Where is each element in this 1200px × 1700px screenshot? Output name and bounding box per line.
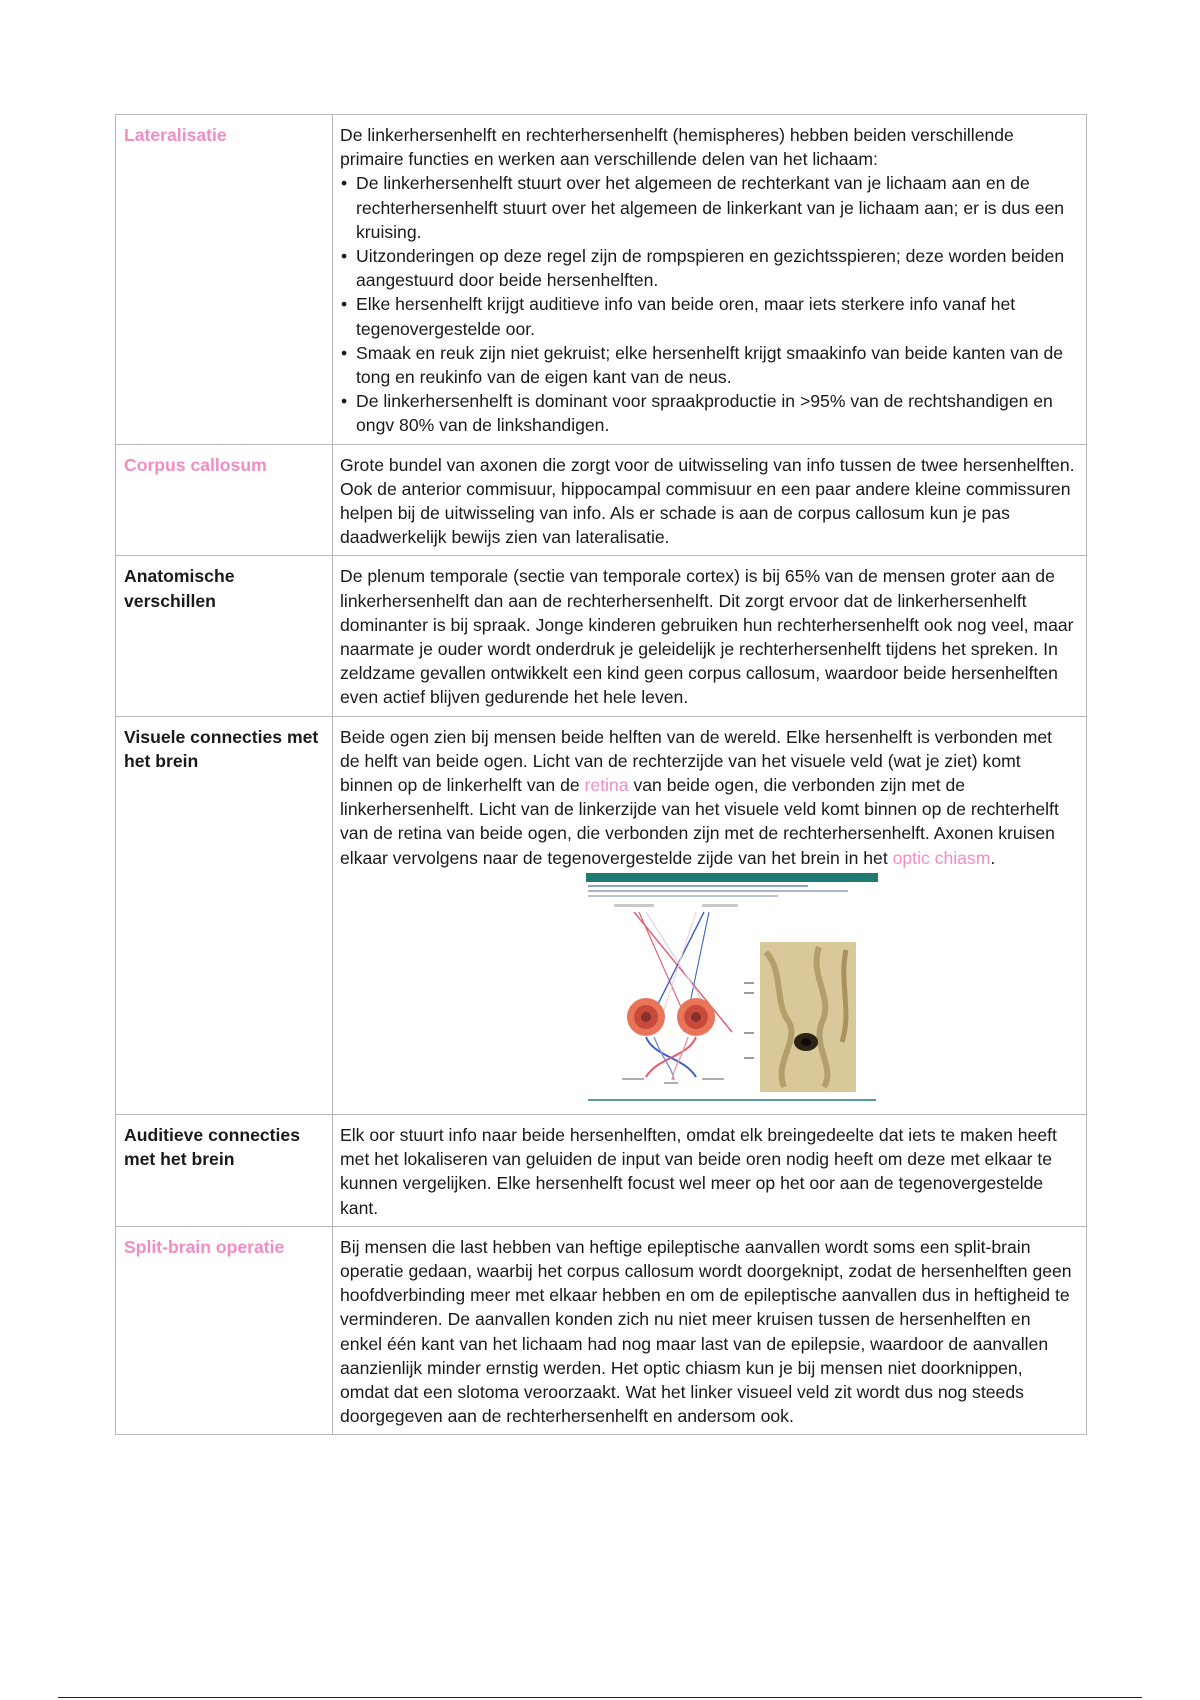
desc-lateralisatie-intro: De linkerhersenhelft en rechterhersenhelft (hemispheres) hebben beiden verschillende primaire functies en werken aan verschillende delen van het lichaam:: [340, 125, 1014, 170]
bullet-item: • De linkerhersenhelft stuurt over het algemeen de rechterkant van je lichaam aan en de rechterhersenhelft stuurt over het algemeen de linkerkant van je lichaam aan; er is dus een kruising.: [340, 171, 1076, 244]
bullet-item: • Smaak en reuk zijn niet gekruist; elke hersenhelft krijgt smaakinfo van beide kanten van de tong en reukinfo van de eigen kant van de neus.: [340, 341, 1076, 389]
eye-icon: [627, 998, 665, 1036]
bullet-list: [340, 171, 1076, 437]
brain-slice-photo: [760, 942, 856, 1092]
figure-wrap: [340, 872, 1076, 1104]
bullet-item: • Uitzonderingen op deze regel zijn de rompspieren en gezichtsspieren; deze worden beiden aangestuurd door beide hersenhelften.: [340, 244, 1076, 292]
desc-anatomische-verschillen: De plenum temporale (sectie van temporale cortex) is bij 65% van de mensen groter aan de linkerhersenhelft dan aan de rechterhersenhelft. Dit zorgt ervoor dat de linkerhersenhelft dominanter is bij spraak. Jonge kinderen gebruiken hun rechterhersenhelft ook nog veel, maar naarmate je ouder wordt onderdruk je geleidelijk je rechterhersenhelft tijdens het spreken. In zeldzame gevallen ontwikkelt een kind geen corpus callosum, waardoor beide hersenhelften even actief blijven gedurende het hele leven.: [333, 556, 1087, 716]
highlight-retina: retina: [584, 775, 629, 796]
desc-auditieve-connecties: Elk oor stuurt info naar beide hersenhelften, omdat elk breingedeelte dat iets te maken heeft met het lokaliseren van geluiden de input van beide oren nodig heeft om deze met elkaar te kunnen vergelijken. Elke hersenhelft focust wel meer op het oor aan de tegenovergestelde kant.: [333, 1114, 1087, 1226]
term-auditieve-connecties: Auditieve connecties met het brein: [116, 1114, 333, 1226]
table-row-visuele-connecties: [116, 716, 1087, 1114]
table-row-corpus-callosum: [116, 444, 1087, 556]
highlight-optic-chiasm: optic chiasm: [892, 847, 991, 868]
notes-table: [115, 114, 1087, 1435]
bullet-item: • Elke hersenhelft krijgt auditieve info van beide oren, maar iets sterkere info vanaf het tegenovergestelde oor.: [340, 292, 1076, 340]
desc-visuele-part-c: .: [990, 847, 996, 868]
table-row-split-brain: [116, 1226, 1087, 1435]
eye-icon: [677, 998, 715, 1036]
desc-visuele-connecties: [333, 716, 1087, 1114]
bullet-item: • De linkerhersenhelft is dominant voor spraakproductie in >95% van de rechtshandigen en ongv 80% van de linkshandigen.: [340, 389, 1076, 437]
table-row-auditieve-connecties: [116, 1114, 1087, 1226]
desc-lateralisatie: [333, 115, 1087, 445]
desc-split-brain: Bij mensen die last hebben van heftige epileptische aanvallen wordt soms een split-brain operatie gedaan, waarbij het corpus callosum wordt doorgeknipt, zodat de hersenhelften geen hoofdverbinding meer met elkaar hebben en om de epileptische aanvallen dus in heftigheid te verminderen. De aanvallen konden zich nu niet meer kruisen tussen de hersenhelften en enkel één kant van het lichaam had nog maar last van de epilepsie, waardoor de aanvallen aanzienlijk minder ernstig werden. Het optic chiasm kun je bij mensen niet doorknippen, omdat dat een slotoma veroorzaakt. Wat het linker visueel veld zit wordt dus nog steeds doorgegeven aan de rechterhersenhelft en andersom ook.: [333, 1226, 1087, 1435]
table-row-anatomische-verschillen: [116, 556, 1087, 716]
desc-corpus-callosum: Grote bundel van axonen die zorgt voor de uitwisseling van info tussen de twee hersenhelften. Ook de anterior commisuur, hippocampal commisuur en een paar andere kleine commissuren helpen bij de uitwisseling van info. Als er schade is aan de corpus callosum kun je pas daadwerkelijk bewijs zien van lateralisatie.: [333, 444, 1087, 556]
term-lateralisatie: Lateralisatie: [116, 115, 333, 445]
page-footer-rule: [58, 1697, 1142, 1698]
desc-visuele-part-a: Beide ogen zien bij mensen beide helften van de wereld. Elke hersenhelft is verbonden met de helft van beide ogen. Licht van de rechterzijde van het visuele veld (wat je ziet) komt binnen op de linkerhelft van de: [340, 726, 1053, 796]
term-anatomische-verschillen: Anatomische verschillen: [116, 556, 333, 716]
desc-visuele-text: [340, 725, 1076, 870]
term-visuele-connecties: Visuele connecties met het brein: [116, 716, 333, 1114]
table-row-lateralisatie: [116, 115, 1087, 445]
desc-visuele-part-b: van beide ogen, die verbonden zijn met de linkerhersenhelft. Licht van de linkerzijde van het visuele veld komt binnen op de rechterhelft van de retina van beide ogen, die verbonden zijn met de rechterhersenhelft. Axonen kruisen elkaar vervolgens naar de tegenovergestelde zijde van het brein in het: [340, 775, 1059, 868]
term-split-brain: Split-brain operatie: [116, 1226, 333, 1435]
optic-pathway-figure: [584, 872, 880, 1104]
figure-header-bar: [586, 873, 878, 882]
term-corpus-callosum: Corpus callosum: [116, 444, 333, 556]
